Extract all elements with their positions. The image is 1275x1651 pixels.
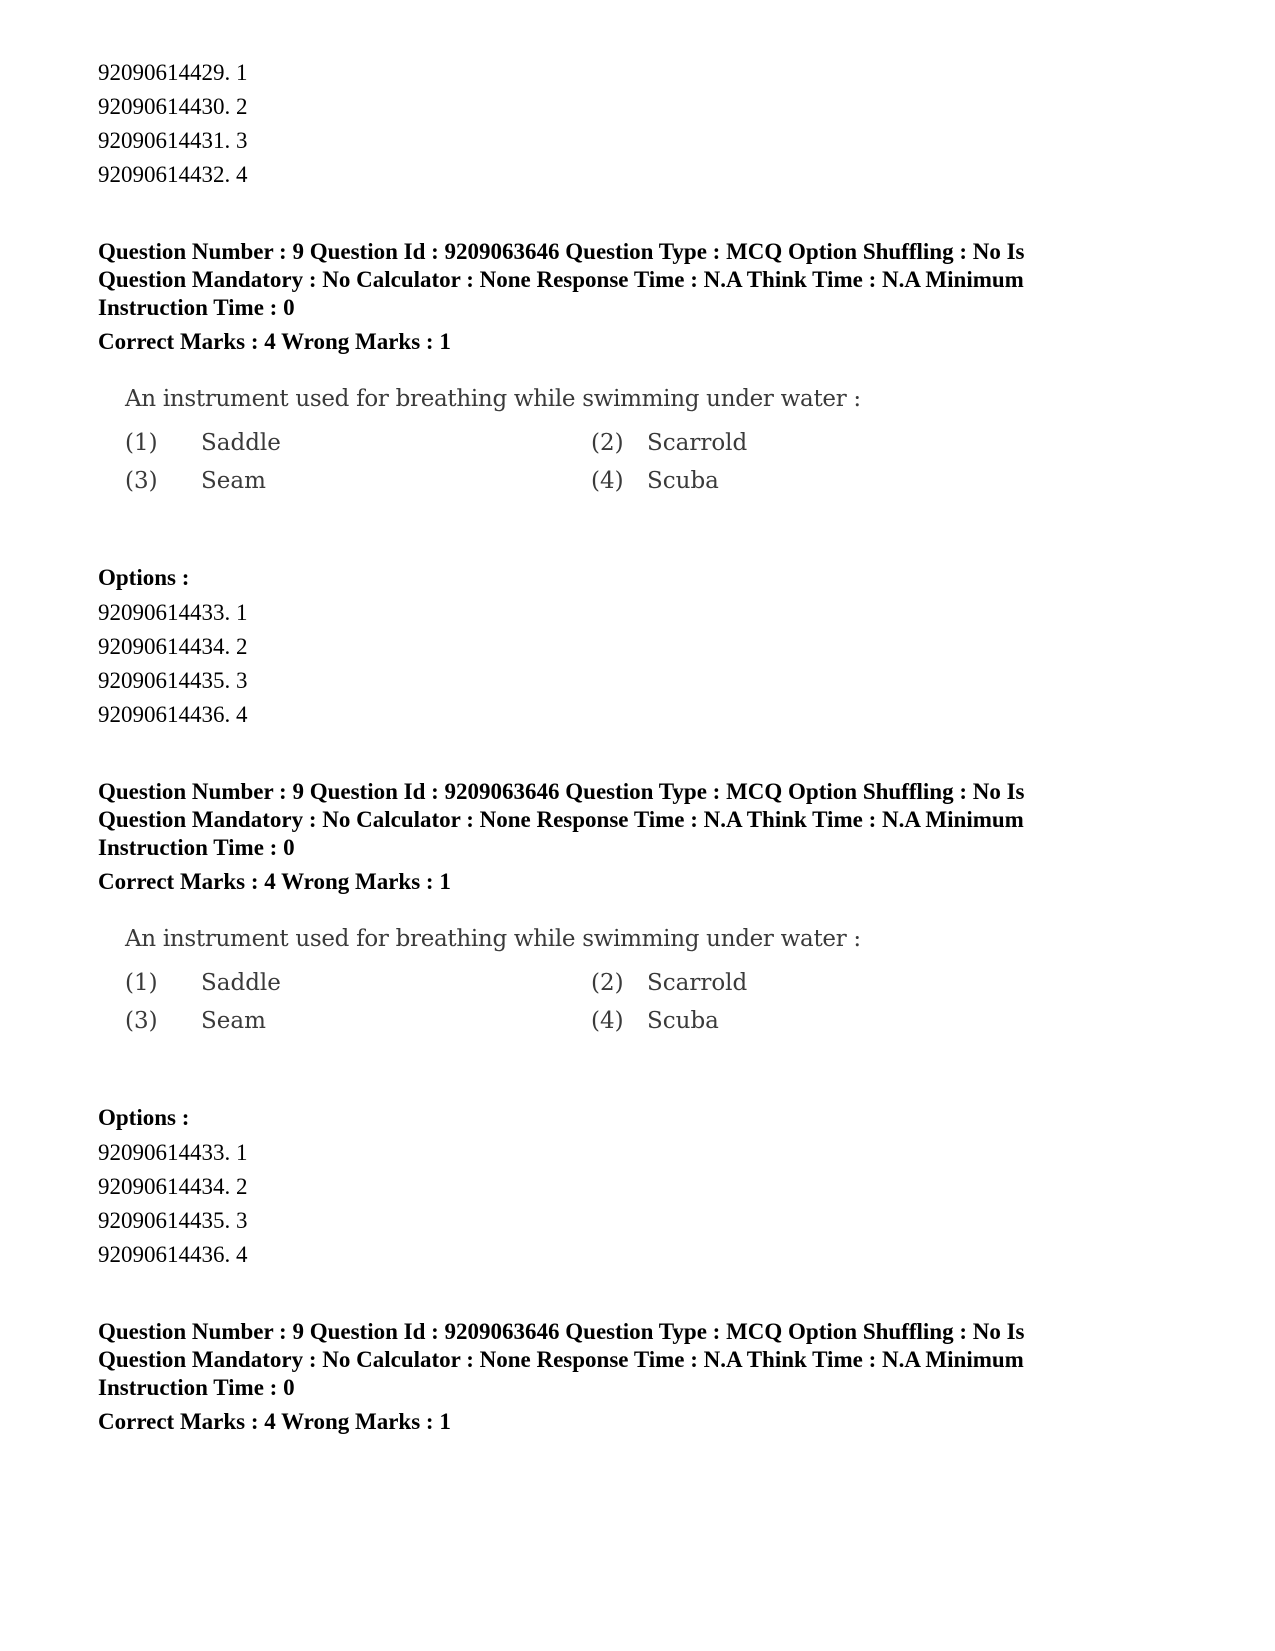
option-line: 92090614435. 3	[98, 1208, 248, 1233]
question-image	[98, 926, 1108, 1104]
choice-item	[125, 970, 281, 996]
question-meta-line: Instruction Time : 0	[98, 295, 295, 320]
question-meta-line: Question Mandatory : No Calculator : None Response Time : N.A Think Time : N.A Minimum	[98, 807, 1024, 832]
question-meta-line: Instruction Time : 0	[98, 835, 295, 860]
choice-number: (3)	[125, 468, 158, 494]
choice-number: (4)	[591, 468, 624, 494]
question-block	[98, 778, 1108, 1272]
document-page	[98, 56, 1108, 1436]
choice-label: Scuba	[647, 1008, 719, 1034]
question-meta-line: Question Mandatory : No Calculator : None Response Time : N.A Think Time : N.A Minimum	[98, 267, 1024, 292]
option-line: 92090614435. 3	[98, 668, 248, 693]
question-block	[98, 238, 1108, 732]
options-heading: Options :	[98, 1105, 190, 1130]
choice-number: (2)	[591, 970, 624, 996]
question-image	[98, 386, 1108, 564]
question-block	[98, 1318, 1108, 1436]
choice-item	[125, 468, 266, 494]
question-meta-line: Question Number : 9 Question Id : 9209063646 Question Type : MCQ Option Shuffling : No Is	[98, 1319, 1025, 1344]
choice-number: (2)	[591, 430, 624, 456]
choice-number: (1)	[125, 430, 158, 456]
question-marks: Correct Marks : 4 Wrong Marks : 1	[98, 1409, 451, 1434]
choice-item	[591, 430, 747, 456]
choice-item	[591, 970, 747, 996]
choice-label: Saddle	[201, 970, 281, 996]
options-heading: Options :	[98, 565, 190, 590]
choice-number: (4)	[591, 1008, 624, 1034]
option-line: 92090614436. 4	[98, 702, 248, 727]
choice-label: Seam	[201, 1008, 266, 1034]
question-text: An instrument used for breathing while swimming under water :	[125, 386, 861, 412]
choice-label: Seam	[201, 468, 266, 494]
option-line: 92090614432. 4	[98, 162, 248, 187]
question-meta-line: Question Mandatory : No Calculator : None Response Time : N.A Think Time : N.A Minimum	[98, 1347, 1024, 1372]
option-line: 92090614433. 1	[98, 600, 248, 625]
question-meta-line: Question Number : 9 Question Id : 9209063646 Question Type : MCQ Option Shuffling : No Is	[98, 239, 1025, 264]
question-text: An instrument used for breathing while swimming under water :	[125, 926, 861, 952]
choice-label: Scarrold	[647, 970, 748, 996]
option-line: 92090614433. 1	[98, 1140, 248, 1165]
options-list	[98, 1136, 1108, 1272]
choice-label: Scuba	[647, 468, 719, 494]
option-line: 92090614434. 2	[98, 634, 248, 659]
question-marks: Correct Marks : 4 Wrong Marks : 1	[98, 329, 451, 354]
options-list	[98, 596, 1108, 732]
choice-number: (1)	[125, 970, 158, 996]
choice-item	[591, 468, 719, 494]
choice-number: (3)	[125, 1008, 158, 1034]
choice-item	[125, 430, 281, 456]
choice-label: Saddle	[201, 430, 281, 456]
option-line: 92090614429. 1	[98, 60, 248, 85]
choice-item	[591, 1008, 719, 1034]
option-line: 92090614430. 2	[98, 94, 248, 119]
option-line: 92090614434. 2	[98, 1174, 248, 1199]
choice-label: Scarrold	[647, 430, 748, 456]
question-meta-line: Instruction Time : 0	[98, 1375, 295, 1400]
question-meta-line: Question Number : 9 Question Id : 9209063646 Question Type : MCQ Option Shuffling : No Is	[98, 779, 1025, 804]
options-list	[98, 56, 1108, 192]
option-line: 92090614431. 3	[98, 128, 248, 153]
choice-item	[125, 1008, 266, 1034]
option-line: 92090614436. 4	[98, 1242, 248, 1267]
question-marks: Correct Marks : 4 Wrong Marks : 1	[98, 869, 451, 894]
